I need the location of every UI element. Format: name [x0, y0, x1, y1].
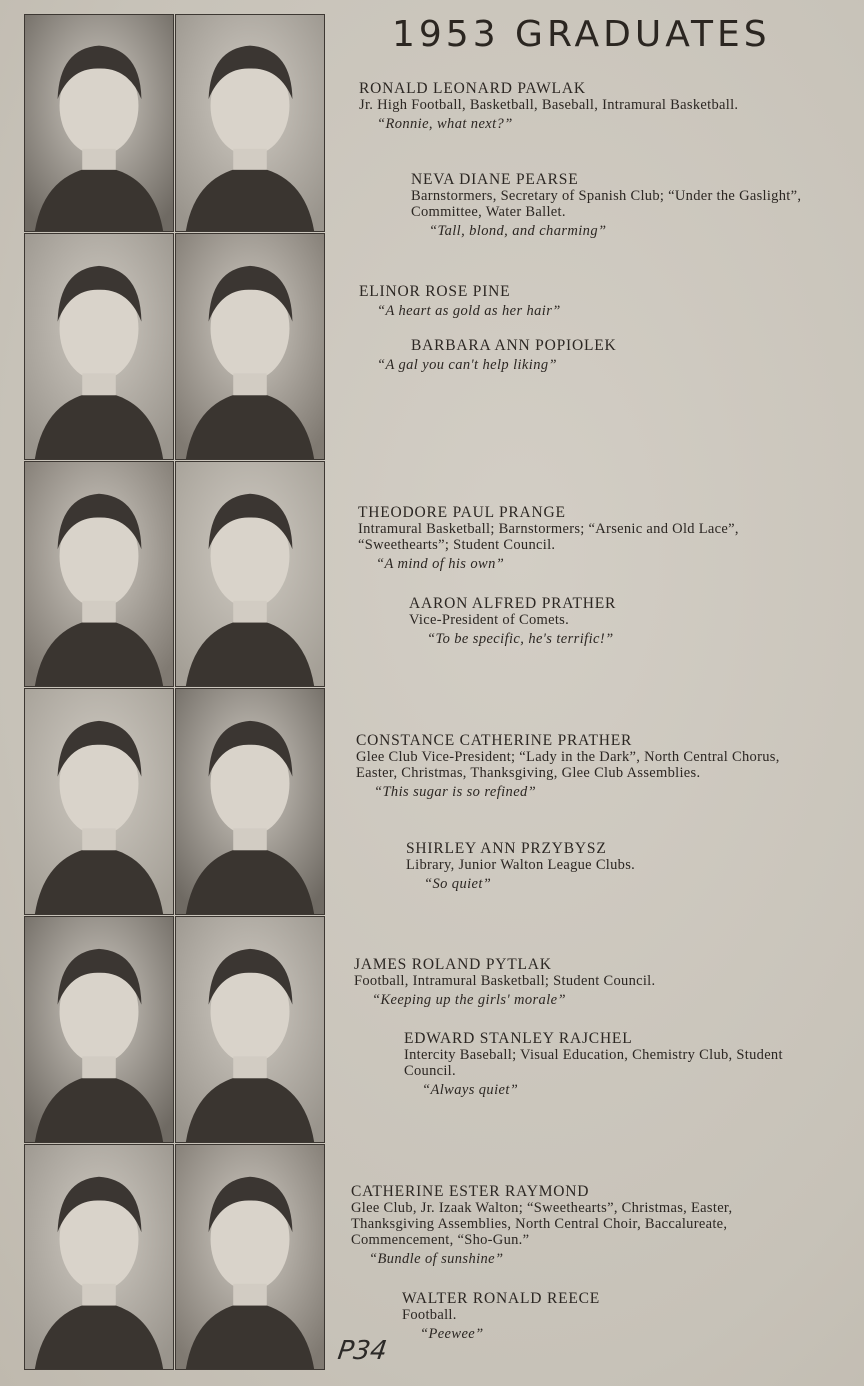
- graduate-name: EDWARD STANLEY RAJCHEL: [404, 1030, 633, 1047]
- graduate-entry: [406, 841, 816, 892]
- graduate-portrait: [175, 14, 325, 232]
- graduate-quote: “A heart as gold as her hair”: [377, 303, 561, 319]
- graduate-activities: Library, Junior Walton League Clubs.: [406, 857, 636, 873]
- graduate-entry: [411, 172, 841, 239]
- graduate-activities: Vice-President of Comets.: [409, 612, 570, 628]
- graduate-name: BARBARA ANN POPIOLEK: [411, 337, 617, 354]
- portrait-column: [24, 14, 326, 1370]
- graduate-quote: “Always quiet”: [422, 1082, 519, 1098]
- page-number: P34: [335, 1336, 389, 1366]
- graduate-portrait: [175, 461, 325, 687]
- graduate-quote: “To be specific, he's terrific!”: [427, 631, 614, 647]
- graduate-quote: “Peewee”: [420, 1326, 484, 1342]
- graduate-quote: “A mind of his own”: [376, 556, 505, 572]
- graduate-entry: [359, 338, 789, 373]
- graduate-name: CATHERINE ESTER RAYMOND: [351, 1183, 590, 1200]
- graduate-quote: “Keeping up the girls' morale”: [372, 992, 566, 1008]
- graduate-name: THEODORE PAUL PRANGE: [358, 504, 566, 521]
- graduate-name: NEVA DIANE PEARSE: [411, 171, 579, 188]
- graduate-name: CONSTANCE CATHERINE PRATHER: [356, 732, 633, 749]
- graduate-portrait: [24, 916, 174, 1143]
- graduate-activities: Glee Club, Jr. Izaak Walton; “Sweethearts”, Christmas, Easter, Thanksgiving Assemblies, North Central Choir, Baccalureate, Commencement, “Sho-Gun.”: [351, 1200, 733, 1248]
- graduate-activities: Jr. High Football, Basketball, Baseball, Intramural Basketball.: [359, 97, 739, 113]
- graduate-portrait: [24, 1144, 174, 1370]
- graduate-name: ELINOR ROSE PINE: [359, 283, 511, 300]
- graduate-name: RONALD LEONARD PAWLAK: [359, 80, 586, 97]
- graduate-name: SHIRLEY ANN PRZYBYSZ: [406, 840, 607, 857]
- graduate-entry: [351, 1184, 781, 1267]
- page-title: 1953 GRADUATES: [392, 14, 771, 55]
- graduate-portrait: [175, 916, 325, 1143]
- graduate-portrait: [175, 1144, 325, 1370]
- graduate-portrait: [24, 233, 174, 460]
- graduate-quote: “Ronnie, what next?”: [377, 116, 513, 132]
- graduate-quote: “So quiet”: [424, 876, 492, 892]
- graduate-entry: [354, 957, 784, 1008]
- graduate-quote: “This sugar is so refined”: [374, 784, 537, 800]
- graduate-entry: [358, 505, 788, 572]
- graduate-quote: “A gal you can't help liking”: [377, 357, 557, 373]
- graduate-portrait: [175, 233, 325, 460]
- graduate-activities: Barnstormers, Secretary of Spanish Club; “Under the Gaslight”, Committee, Water Ballet.: [411, 188, 802, 220]
- graduate-portrait: [24, 461, 174, 687]
- graduate-portrait: [175, 688, 325, 915]
- graduate-name: AARON ALFRED PRATHER: [409, 595, 617, 612]
- graduate-entry: [404, 1031, 834, 1098]
- graduate-entry: [359, 284, 789, 319]
- graduate-quote: “Tall, blond, and charming”: [429, 223, 607, 239]
- graduate-entry: [356, 733, 786, 800]
- graduate-activities: Football, Intramural Basketball; Student Council.: [354, 973, 656, 989]
- graduate-name: WALTER RONALD REECE: [402, 1290, 601, 1307]
- graduate-entry: [402, 1291, 802, 1342]
- graduate-name: JAMES ROLAND PYTLAK: [354, 956, 552, 973]
- graduate-entry: [359, 81, 789, 132]
- graduate-entry: [409, 596, 819, 647]
- graduate-activities: Football.: [402, 1307, 457, 1323]
- graduate-activities: Intercity Baseball; Visual Education, Chemistry Club, Student Council.: [404, 1047, 783, 1079]
- graduate-activities: Intramural Basketball; Barnstormers; “Arsenic and Old Lace”, “Sweethearts”; Student Council.: [358, 521, 739, 553]
- graduate-quote: “Bundle of sunshine”: [369, 1251, 504, 1267]
- graduate-portrait: [24, 14, 174, 232]
- graduate-portrait: [24, 688, 174, 915]
- graduate-activities: Glee Club Vice-President; “Lady in the Dark”, North Central Chorus, Easter, Christmas, Thanksgiving, Glee Club Assemblies.: [356, 749, 780, 781]
